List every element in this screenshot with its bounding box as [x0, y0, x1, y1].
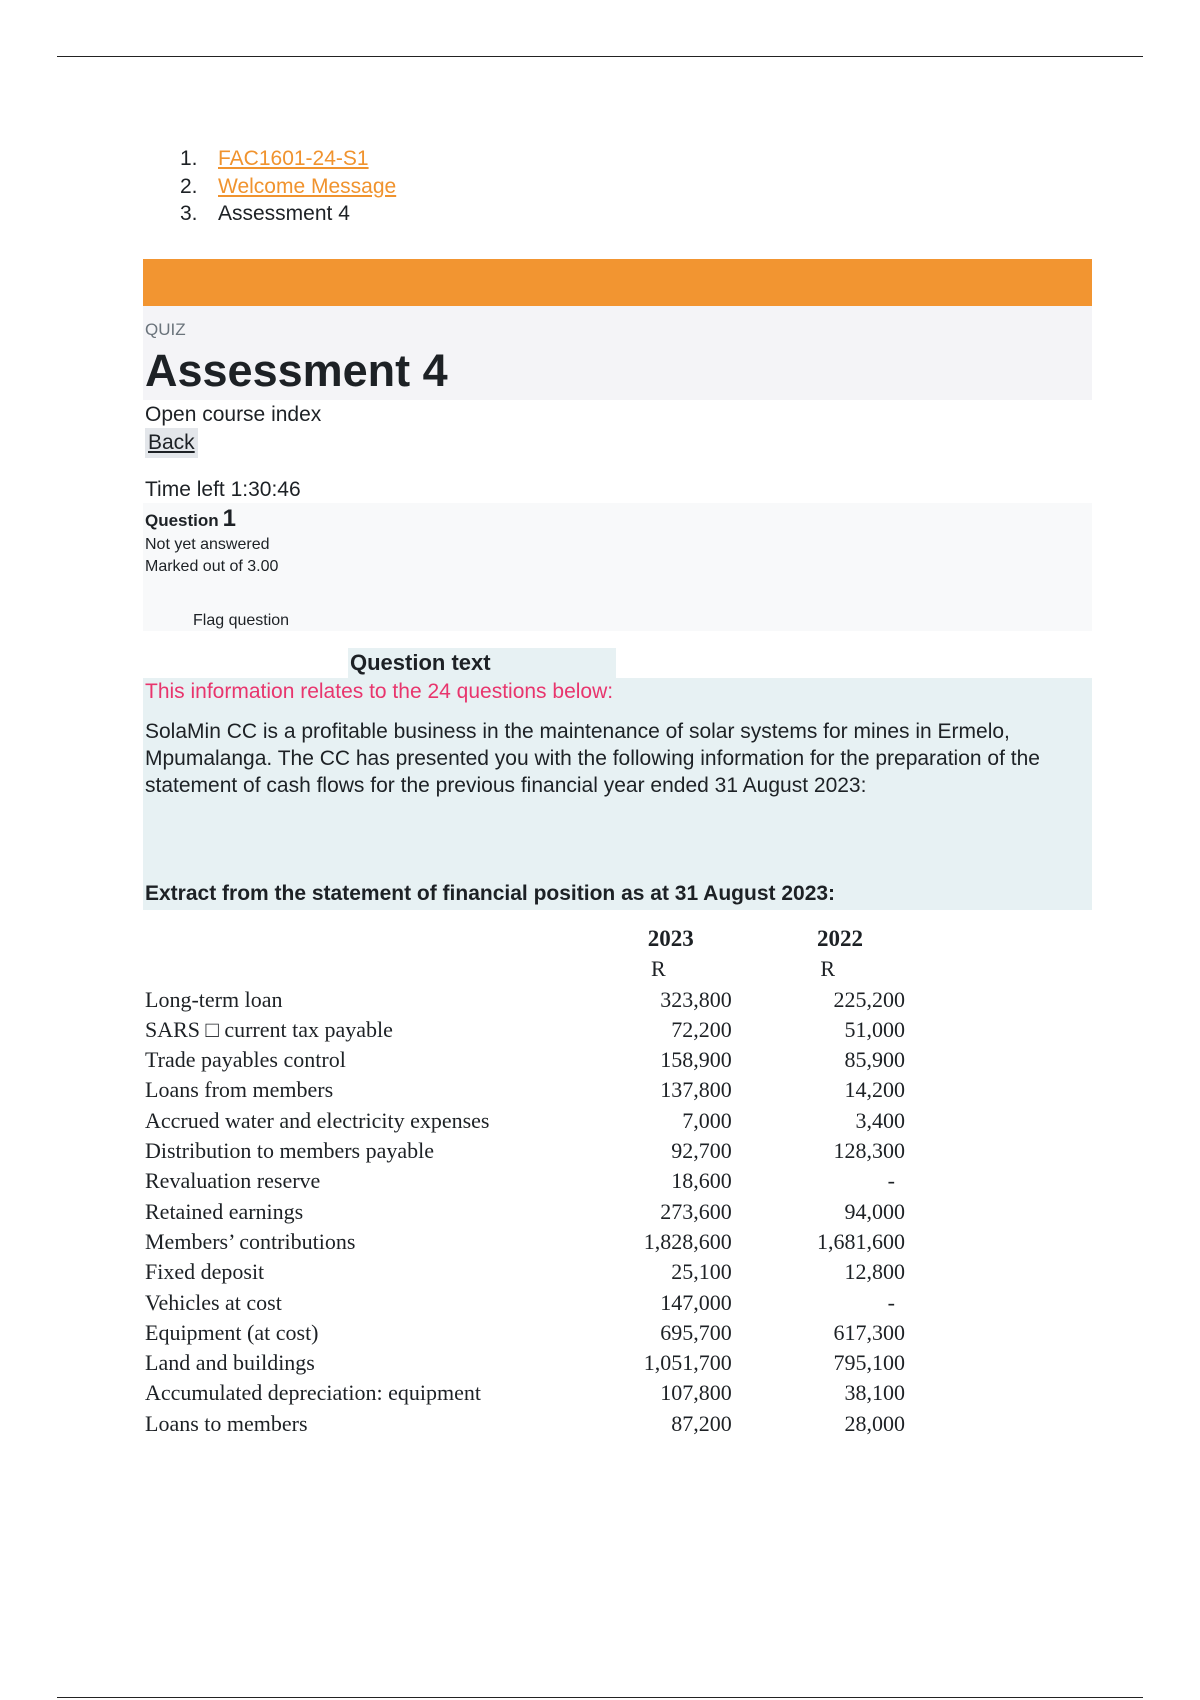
question-marks: Marked out of 3.00: [145, 558, 279, 575]
row-value-2022: 225,200: [833, 986, 905, 1012]
page-top-rule: [57, 56, 1143, 57]
table-row: [145, 1045, 905, 1075]
row-label: Accumulated depreciation: equipment: [145, 1380, 481, 1406]
row-value-2023: 273,600: [660, 1198, 732, 1224]
table-header-2022: 2022: [817, 926, 863, 951]
question-intro: This information relates to the 24 questions below:: [145, 680, 614, 703]
breadcrumb-item-current: [180, 200, 396, 228]
row-label: Trade payables control: [145, 1047, 346, 1073]
question-paragraph: SolaMin CC is a profitable business in the maintenance of solar systems for mines in Ermelo, Mpumalanga. The CC has presented you with the following information for the preparation of the statement of cash flows for the previous financial year ended 31 August 2023:: [145, 720, 1040, 797]
row-value-2022: -: [887, 1289, 895, 1315]
row-value-2022: 795,100: [833, 1350, 905, 1376]
row-value-2022: 38,100: [844, 1380, 905, 1406]
row-value-2023: 7,000: [682, 1107, 732, 1133]
table-header-blank: [145, 924, 567, 954]
back-button[interactable]: Back: [145, 428, 198, 458]
table-row: [145, 985, 905, 1015]
row-value-2022: 3,400: [855, 1107, 905, 1133]
row-value-2022: 51,000: [844, 1016, 905, 1042]
row-value-2022: 128,300: [833, 1138, 905, 1164]
table-header-2023: 2023: [647, 926, 694, 951]
open-course-index-button[interactable]: Open course index: [145, 403, 322, 426]
question-state: Not yet answered: [145, 536, 270, 553]
table-row: [145, 1409, 905, 1439]
table-row: [145, 1378, 905, 1408]
row-value-2023: 147,000: [660, 1289, 732, 1315]
financial-position-table: [145, 924, 905, 1439]
table-currency-blank: [145, 954, 567, 984]
row-value-2022: 28,000: [844, 1410, 905, 1436]
extract-title: Extract from the statement of financial position as at 31 August 2023:: [145, 882, 836, 905]
row-value-2022: 85,900: [844, 1047, 905, 1073]
row-value-2023: 323,800: [660, 986, 732, 1012]
table-row: [145, 1227, 905, 1257]
breadcrumb-item-course: [180, 145, 396, 173]
row-value-2023: 695,700: [660, 1319, 732, 1345]
row-value-2022: 1,681,600: [817, 1228, 905, 1254]
row-value-2023: 158,900: [660, 1047, 732, 1073]
table-row: [145, 1257, 905, 1287]
table-row: [145, 1015, 905, 1045]
question-text-heading: Question text: [348, 648, 616, 678]
row-label: Fixed deposit: [145, 1259, 265, 1285]
breadcrumb-number: 2.: [180, 174, 198, 198]
question-formulation: [143, 678, 1092, 910]
page-title: Assessment 4: [145, 345, 448, 396]
row-value-2023: 87,200: [671, 1410, 732, 1436]
breadcrumb-link-course[interactable]: FAC1601-24-S1: [218, 147, 369, 170]
breadcrumb-current-label: Assessment 4: [218, 202, 350, 225]
question-number: [145, 505, 236, 533]
row-value-2022: 94,000: [844, 1198, 905, 1224]
row-value-2022: 12,800: [844, 1259, 905, 1285]
breadcrumb-item-welcome: [180, 173, 396, 201]
breadcrumb-number: 3.: [180, 202, 198, 225]
row-value-2023: 1,828,600: [643, 1228, 732, 1254]
row-value-2023: 18,600: [671, 1168, 732, 1194]
table-row: [145, 1075, 905, 1105]
table-row: [145, 1166, 905, 1196]
page-bottom-rule: [57, 1697, 1143, 1698]
breadcrumb: [180, 145, 396, 228]
row-label: Long-term loan: [145, 986, 283, 1012]
row-label: Loans to members: [145, 1410, 308, 1436]
table-row: [145, 1348, 905, 1378]
activity-type-label: QUIZ: [145, 320, 186, 339]
row-label: Members’ contributions: [145, 1228, 356, 1254]
question-number-value: 1: [222, 505, 237, 532]
row-value-2023: 107,800: [660, 1380, 732, 1406]
question-info-panel: [143, 503, 1092, 631]
row-label: Land and buildings: [145, 1350, 315, 1376]
flag-question-button[interactable]: Flag question: [193, 612, 290, 629]
row-label: Distribution to members payable: [145, 1138, 434, 1164]
row-value-2023: 137,800: [660, 1077, 732, 1103]
row-label: Retained earnings: [145, 1198, 304, 1224]
table-row: [145, 1197, 905, 1227]
breadcrumb-number: 1.: [180, 147, 198, 170]
row-label: SARS □ current tax payable: [145, 1016, 393, 1042]
table-row: [145, 1318, 905, 1348]
row-value-2023: 25,100: [671, 1259, 732, 1285]
row-label: Loans from members: [145, 1077, 334, 1103]
row-label: Accrued water and electricity expenses: [145, 1107, 490, 1133]
breadcrumb-link-welcome[interactable]: Welcome Message: [218, 174, 397, 198]
row-value-2023: 92,700: [671, 1138, 732, 1164]
row-value-2022: -: [887, 1168, 895, 1194]
table-row: [145, 1136, 905, 1166]
table-currency-row: [145, 954, 905, 984]
quiz-timer: Time left 1:30:46: [145, 478, 301, 501]
table-row: [145, 1106, 905, 1136]
row-value-2023: 72,200: [671, 1016, 732, 1042]
table-currency-2023: R: [651, 956, 666, 982]
table-body: [145, 985, 905, 1439]
row-value-2022: 14,200: [844, 1077, 905, 1103]
question-label: Question: [145, 511, 219, 530]
table-header-row: [145, 924, 905, 954]
row-value-2023: 1,051,700: [643, 1350, 732, 1376]
row-label: Revaluation reserve: [145, 1168, 321, 1194]
row-value-2022: 617,300: [833, 1319, 905, 1345]
row-label: Vehicles at cost: [145, 1289, 282, 1315]
row-label: Equipment (at cost): [145, 1319, 319, 1345]
table-currency-2022: R: [820, 956, 835, 982]
table-row: [145, 1288, 905, 1318]
course-header-banner: [143, 259, 1092, 306]
